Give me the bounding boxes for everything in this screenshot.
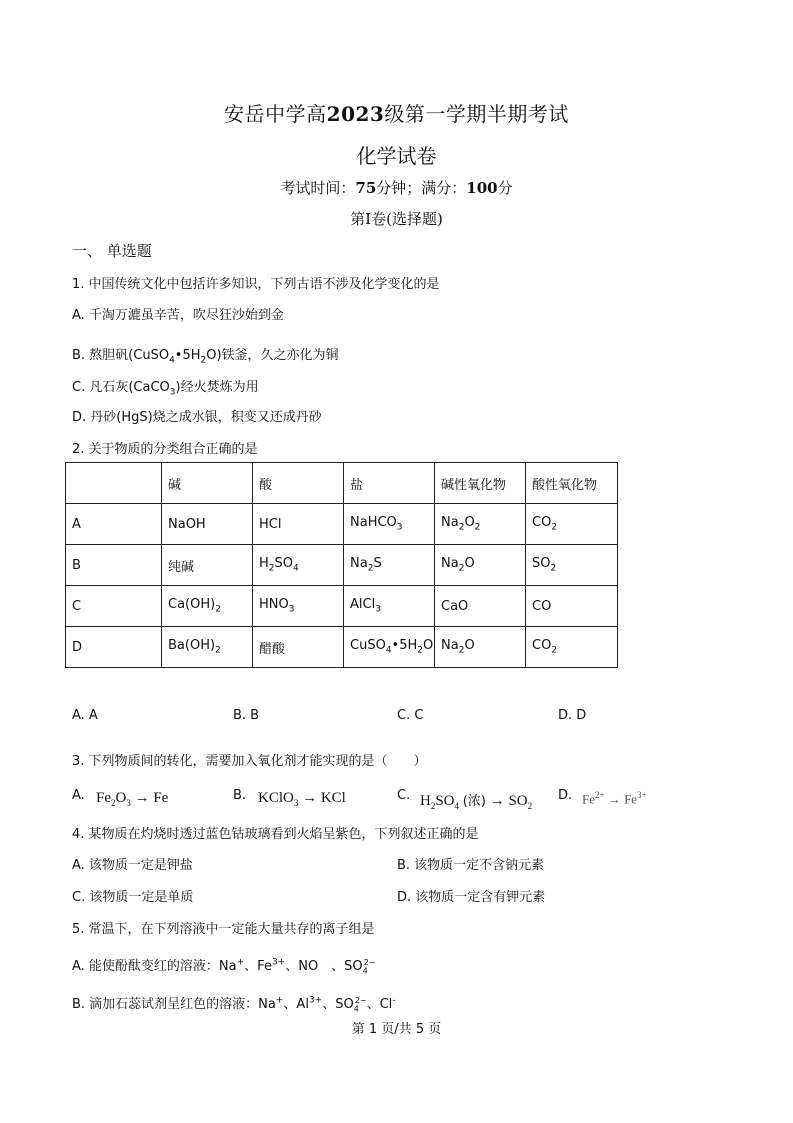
question-3-option-b-label: B.	[233, 788, 247, 803]
q1-c-text2: )经火焚炼为用	[175, 380, 259, 395]
question-5-option-a: A. 能使酚酞变红的溶液：Na+、$Fe^{3+}$、NO 、$SO_4^{2-}$	[72, 957, 376, 976]
concentrated-note: (浓)	[462, 794, 486, 809]
q1-b-text3: O)铁釜，久之亦化为铜	[206, 348, 339, 363]
table-cell: C	[66, 586, 162, 627]
table-cell: 醋酸	[253, 627, 344, 668]
q1-b-text2: •5H	[174, 348, 201, 363]
table-header-acid: 酸	[253, 463, 344, 504]
exam-time: 75	[355, 179, 377, 197]
question-3-option-b: KClO$_3$ → KCl	[258, 790, 346, 808]
table-cell: NaHCO$_3$	[344, 504, 435, 545]
exam-time-label: 考试时间：	[280, 179, 356, 197]
question-3-option-c-label: C.	[397, 788, 411, 803]
table-cell: $CuSO_4•5H_2O$	[344, 627, 435, 668]
title-term: 级第一学期半期考试	[384, 102, 569, 126]
question-4-option-a: A. 该物质一定是钾盐	[72, 858, 193, 873]
question-2-answer-c: C. C	[397, 708, 424, 723]
question-3-option-a: $Fe_2O_3 \to Fe$	[96, 790, 169, 808]
table-cell: $CO_2$	[526, 627, 618, 668]
question-5-stem: 5. 常温下，在下列溶液中一定能大量共存的离子组是	[72, 922, 375, 937]
table-cell: A	[66, 504, 162, 545]
question-3-stem: 3. 下列物质间的转化，需要加入氧化剂才能实现的是（ ）	[72, 754, 427, 769]
table-cell: $HNO_3$	[253, 586, 344, 627]
exam-info	[0, 177, 793, 198]
section-title: 一、 单选题	[72, 242, 152, 260]
subject-title: 化学试卷	[356, 144, 437, 168]
exam-title	[0, 98, 793, 127]
q1-c-text1: C. 凡石灰(CaCO	[72, 380, 170, 395]
table-cell: B	[66, 545, 162, 586]
table-cell: AlCl$_3$	[344, 586, 435, 627]
question-1-option-c: C. 凡石灰(CaCO$_3$)经火焚炼为用	[72, 380, 259, 398]
question-2-answer-a: A. A	[72, 708, 98, 723]
page-footer: 第 1 页/共 5 页	[351, 1022, 442, 1037]
table-cell: HCl	[253, 504, 344, 545]
question-3-option-d: $Fe^{2+} \to Fe^{3+}$	[582, 790, 647, 807]
table-cell: $H_2SO_4$	[253, 545, 344, 586]
question-4-option-c: C. 该物质一定是单质	[72, 890, 194, 905]
question-3-option-a-label: A.	[72, 788, 85, 803]
table-cell: D	[66, 627, 162, 668]
q5-a-text: A. 能使酚酞变红的溶液：Na	[72, 959, 237, 974]
score-unit: 分	[497, 179, 513, 197]
question-2-answer-d: D. D	[558, 708, 587, 723]
question-1-option-d: D. 丹砂(HgS)烧之成水银，积变又还成丹砂	[72, 410, 322, 425]
table-header-basic-oxide: 碱性氧化物	[435, 463, 526, 504]
table-cell: 纯碱	[162, 545, 253, 586]
table-row	[66, 586, 618, 627]
question-2-answer-b: B. B	[233, 708, 260, 723]
question-4-option-b: B. 该物质一定不含钠元素	[397, 858, 545, 873]
title-school: 安岳中学高	[224, 102, 327, 126]
table-row	[66, 504, 618, 545]
full-score-label: 分钟；满分：	[376, 179, 467, 197]
table-header-acidic-oxide: 酸性氧化物	[526, 463, 618, 504]
table-cell: $Ca(OH)_2$	[162, 586, 253, 627]
table-header-row	[66, 463, 618, 504]
table-cell: $Ba(OH)_2$	[162, 627, 253, 668]
table-header-base: 碱	[162, 463, 253, 504]
table-cell: $Na_2O_2$	[435, 504, 526, 545]
question-1-option-b: B. 熬胆矾$(CuSO_4•5H_2O)$铁釜，久之亦化为铜	[72, 348, 339, 366]
table-header-salt: 盐	[344, 463, 435, 504]
table-cell: $SO_2$	[526, 545, 618, 586]
title-year: 2023	[326, 102, 385, 126]
table-cell: CO	[526, 586, 618, 627]
question-1-option-a: A. 千淘万漉虽辛苦，吹尽狂沙始到金	[72, 308, 284, 323]
question-3-option-d-label: D.	[558, 788, 573, 803]
question-4-option-d: D. 该物质一定含有钾元素	[397, 890, 546, 905]
q1-b-text1: B. 熬胆矾(CuSO	[72, 348, 170, 363]
q5-b-text: B. 滴加石蕊试剂呈红色的溶液：Na	[72, 997, 276, 1012]
table-cell: NaOH	[162, 504, 253, 545]
question-2-stem: 2. 关于物质的分类组合正确的是	[72, 442, 258, 457]
table-row	[66, 627, 618, 668]
table-cell: $CO_2$	[526, 504, 618, 545]
table-cell	[66, 463, 162, 504]
question-5-option-b: B. 滴加石蕊试剂呈红色的溶液：Na+、$Al^{3+}$、$SO_4^{2-}$、Cl-	[72, 995, 396, 1014]
table-cell: CaO	[435, 586, 526, 627]
full-score: 100	[466, 179, 498, 197]
question-1-stem: 1. 中国传统文化中包括许多知识，下列古语不涉及化学变化的是	[72, 277, 440, 292]
table-cell: $Na_2O$	[435, 627, 526, 668]
question-4-stem: 4. 某物质在灼烧时透过蓝色钴玻璃看到火焰呈紫色，下列叙述正确的是	[72, 827, 479, 842]
table-cell: $Na_2S$	[344, 545, 435, 586]
classification-table	[65, 462, 618, 668]
volume-title: 第I卷(选择题)	[350, 210, 443, 228]
table-cell: $Na_2O$	[435, 545, 526, 586]
question-3-option-c: $H_2SO_4$ (浓) → $SO_2$	[420, 793, 533, 811]
table-row	[66, 545, 618, 586]
